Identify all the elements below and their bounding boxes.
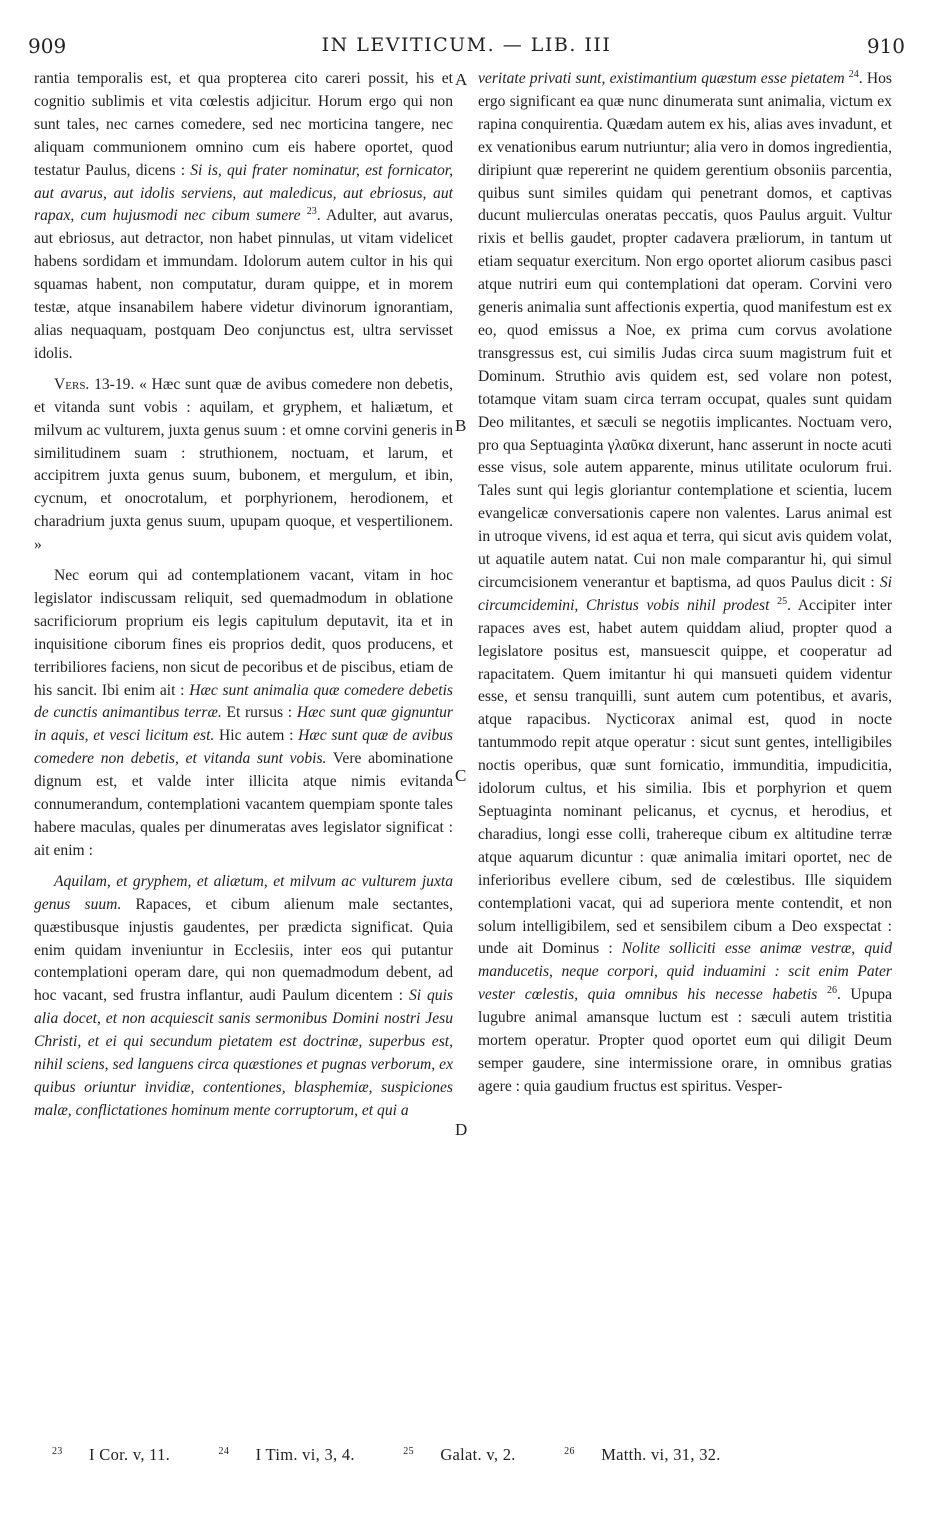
footnote-ref: 23 bbox=[306, 206, 317, 218]
footnotes bbox=[52, 1445, 897, 1465]
footnote-ref: 25 bbox=[777, 595, 788, 607]
margin-mark-a: A bbox=[455, 70, 468, 89]
verse-label: Vers. 13-19. bbox=[54, 375, 135, 393]
quotation: Si is, qui frater nominatur, est fornicator, aut avarus, aut idolis serviens, aut maledicus, aut ebriosus, aut rapax, cum hujusmodi nec cibum sumere bbox=[34, 161, 453, 225]
margin-mark-d: D bbox=[455, 1120, 468, 1139]
left-column bbox=[34, 68, 453, 1123]
quotation: Hæc sunt animalia quæ comedere debetis de cunctis animantibus terræ. bbox=[34, 681, 453, 722]
paragraph: rantia temporalis est, et qua propterea cito careri possit, his et cognitio sublimis et vita cœlestis adjicitur. Horum ergo qui non sunt tales, nec carnes comedere, sed nec morticina tangere, nec aliquam communionem omnino cum eis habere oportet, quod testatur Paulus, dicens : Si is, qui frater nominatur, est fornicator, aut avarus, aut idolis serviens, aut maledicus, aut ebriosus, aut rapax, cum hujusmodi nec cibum sumere $^{23}$. Adulter, aut avarus, aut ebriosus, aut detractor, non habet pinnulas, ut vitam videlicet habens sordidam et immundam. Idolorum autem cultor in his qui squamas habent, non computatur, duram quippe, et in morem testæ, atque insanabilem habere videtur divinorum ignorantiam, alias nequaquam, postquam Deo conjunctus est, ultra servisset idolis. bbox=[34, 70, 453, 362]
footnote: $^{26}$ Matth. vi, 31, 32. bbox=[564, 1445, 721, 1464]
quotation: Hæc sunt quæ gignuntur in aquis, et vesci licitum est. bbox=[34, 704, 453, 745]
footnote: $^{24}$ I Tim. vi, 3, 4. bbox=[218, 1445, 355, 1464]
quotation: Hæc sunt quæ de avibus comedere non debetis, et vitanda sunt vobis. bbox=[34, 727, 453, 768]
page-number-left: 909 bbox=[28, 34, 67, 58]
right-column bbox=[478, 68, 892, 1099]
paragraph: Aquilam, et gryphem, et aliætum, et milvum ac vulturem juxta genus suum. Rapaces, et cibum alienum male sectantes, quæstibusque injustis gaudentes, per prædicta significat. Quia enim quidam inveniuntur in Ecclesiis, inter eos qui putantur contemplationi operam dare, qui non quemadmodum debent, ad hoc vacant, sed frustra inflantur, audi Paulum dicentem : Si quis alia docet, et non acquiescit sanis sermonibus Domini nostri Jesu Christi, et ei qui secundum pietatem est doctrinæ, superbus est, nihil sciens, sed languens circa quæstiones et pugnas verborum, ex quibus oriuntur invidiæ, contentiones, blasphemiæ, suspiciones malæ, conflictationes hominum mente corruptorum, et qui a bbox=[34, 872, 453, 1119]
margin-mark-b: B bbox=[455, 416, 467, 435]
paragraph: veritate privati sunt, existimantium quæstum esse pietatem $^{24}$. Hos ergo significant ea quæ nunc dinumerata sunt animalia, victum ex rapina conquirentia. Quædam autem ex his, alias aves invadunt, et ex venationibus earum nutriuntur; alia vero in domos ingredientia, diripiunt quæ repererint ne quidem gerentium obsoniis parcentia, quibus sunt similes quidam qui penetrant domos, et captivas ducunt mulierculas oneratas peccatis, quos Paulus arguit. Vultur rixis et bellis gaudet, propter cadavera præliorum, in tantum ut etiam sequatur exercitum. Non ergo oportet aliorum casibus pasci atque nutriri eum qui contemplationi dat operam. Corvini vero generis animalia sunt affectionis expertia, quod manifestum est ex eo, quod emissus a Noe, ex prima cum corvus avolatione transgressus est, cui similis Judas circa suum magistrum fuit et Dominum. Struthio avis quidem est, sed volare non potest, totamque vitam suam circa terram occupat, quales sunt quidam Deo militantes, et sæculi se negotiis implicantes. Noctuam vero, pro qua Septuaginta γλαῦκα dixerunt, hanc asserunt in nocte acuti esse visus, sole autem apparente, minus utilitate oculorum frui. Tales sunt qui legis gloriantur contemplatione et scientia, lucem evangelicæ conversationis capere non valentes. Larus animal est in utroque vivens, id est aqua et terra, qui sicut avis quidem volat, ut aquatile autem natat. Cui non male comparantur hi, qui simul circumcisionem venerantur et baptisma, ad quos Paulus dicit : Si circumcidemini, Christus vobis nihil prodest $^{25}$. Accipiter inter rapaces aves est, habet autem quiddam aliud, propter quod a legislatore positus est, mansuescit quippe, et cooperatur ad rapacitatem. Quem imitantur hi qui mansueti quidem videntur esse, et sensu tranquilli, sunt autem cum potentibus, et avaris, atque rapacibus. Nycticorax animal est, quod in nocte tantummodo repit atque operatur : sicut sunt gentes, intelligibiles noctis operibus, quæ sunt fornicatio, immunditia, impudicitia, idolorum cultus, et his similia. Ibis et porphyrion et quem Septuaginta nominant pelicanus, et cycnus, et herodius, et charadius, longi esse colli, trahereque cibum ex altitudine terræ atque aquarum dicuntur : quæ animalia imitari oportet, nec de inferioribus evellere cibum, sed de cœlestibus. Ille siquidem contemplationi vacat, qui ad superiora mente contendit, et non solum intelligibilem, sed et sensibilem cibum a Deo exspectat : unde ait Dominus : Nolite solliciti esse animæ vestræ, quid manducetis, neque corpori, quid induamini : scit enim Pater vester cœlestis, quia omnibus his necesse habetis $^{26}$. Upupa lugubre animal amansque luctum est : sæculi autem tristitia mortem operatur. Propter quod oportet eum qui diligit Deum semper gaudere, sine intermissione orare, in omnibus gratias agere : quia gaudium fructus est spiritus. Vesper- bbox=[478, 68, 892, 1095]
running-title: IN LEVITICUM. — LIB. III bbox=[321, 34, 612, 56]
quotation: Nolite solliciti esse animæ vestræ, quid manducetis, neque corpori, quid induamini : scit enim Pater vester cœlestis, quia omnibus his necesse habetis bbox=[478, 940, 892, 1004]
page-number-right: 910 bbox=[866, 34, 905, 58]
page-header bbox=[28, 34, 905, 62]
quotation: Aquilam, et gryphem, et aliætum, et milvum ac vulturem juxta genus suum. bbox=[34, 872, 453, 913]
margin-mark-c: C bbox=[455, 766, 467, 785]
footnote-ref: 26 bbox=[826, 985, 837, 997]
footnote-ref: 24 bbox=[848, 68, 859, 80]
paragraph: Nec eorum qui ad contemplationem vacant, vitam in hoc legislator indiscussam reliquit, sed quemadmodum in oblatione sacrificiorum proprium eis legis capitulum deputavit, ita et in inquisitione ciborum fines eis proprios dedit, quos producens, et terribiliores faciens, non sicut de pecoribus et de piscibus, etiam de his sancit. Ibi enim ait : Hæc sunt animalia quæ comedere debetis de cunctis animantibus terræ. Et rursus : Hæc sunt quæ gignuntur in aquis, et vesci licitum est. Hic autem : Hæc sunt quæ de avibus comedere non debetis, et vitanda sunt vobis. Vere abominatione dignum est, et valde inter illicita atque nimis evitanda connumerandum, contemplationi vacantem quempiam sponte tales habere maculas, quales per dinumeratas aves legislator significat : ait enim : bbox=[34, 567, 453, 859]
footnote: $^{25}$ Galat. v, 2. bbox=[403, 1445, 516, 1464]
verse-paragraph: Vers. 13-19. « Hæc sunt quæ de avibus comedere non debetis, et vitanda sunt vobis : aquilam, et gryphem, et haliætum, et milvum ac vulturem, juxta genus suum : et omne corvini generis in similitudinem suam : struthionem, noctuam, et larum, et accipitrem juxta genus suum, bubonem, et mergulum, et ibin, cycnum, et onocrotalum, et porphyrionem, herodionem, et charadrium juxta genus suum, upupam quoque, et vespertilionem. » bbox=[34, 375, 453, 554]
quotation: veritate privati sunt, existimantium quæstum esse pietatem bbox=[478, 70, 845, 87]
quotation: Si circumcidemini, Christus vobis nihil prodest bbox=[478, 573, 892, 614]
footnote: $^{23}$ I Cor. v, 11. bbox=[52, 1445, 171, 1464]
quotation: Si quis alia docet, et non acquiescit sanis sermonibus Domini nostri Jesu Christi, et ei qui secundum pietatem est doctrinæ, superbus est, nihil sciens, sed languens circa quæstiones et pugnas verborum, ex quibus oriuntur invidiæ, contentiones, blasphemiæ, suspiciones malæ, conflictationes hominum mente corruptorum, et qui a bbox=[34, 987, 453, 1119]
